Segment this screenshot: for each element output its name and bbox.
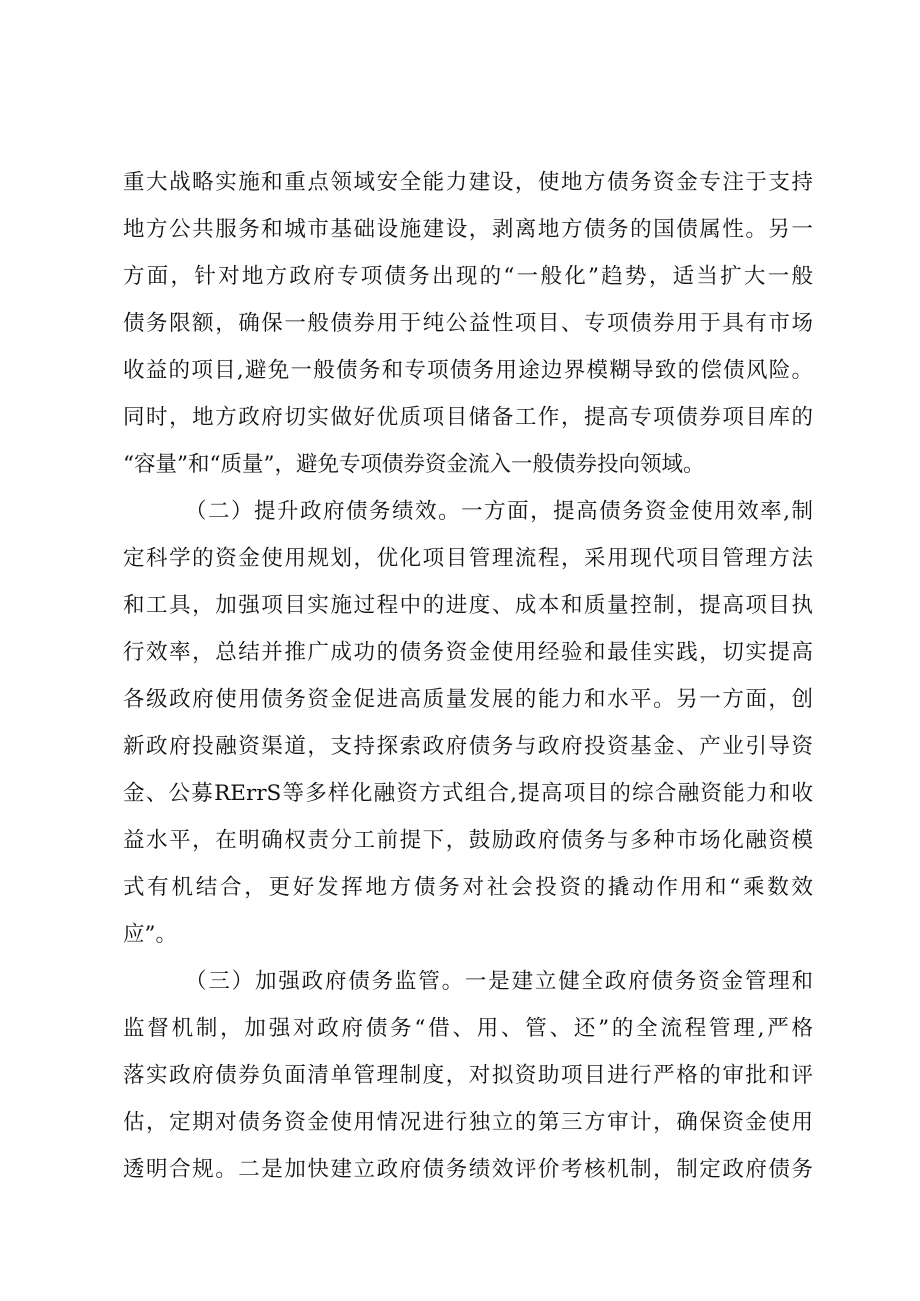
text-line: 估，定期对债务资金使用情况进行独立的第三方审计，确保资金使用 — [123, 1110, 813, 1135]
text-line: 益水平，在明确权责分工前提下，鼓励政府债务与多种市场化融资模 — [123, 828, 813, 853]
text-line: 定科学的资金使用规划，优化项目管理流程，采用现代项目管理方法 — [123, 546, 813, 571]
text-line: 收益的项目,避免一般债务和专项债务用途边界模糊导致的偿债风险。 — [123, 358, 813, 383]
section-heading-line: （二）提升政府债务绩效。一方面，提高债务资金使用效率,制 — [185, 499, 813, 524]
text-line: 式有机结合，更好发挥地方债务对社会投资的撬动作用和“乘数效 — [123, 875, 813, 900]
text-line: 方面，针对地方政府专项债务出现的“一般化”趋势，适当扩大一般 — [123, 264, 813, 289]
text-line: 重大战略实施和重点领域安全能力建设，使地方债务资金专注于支持 — [123, 170, 813, 195]
text-line: 落实政府债券负面清单管理制度，对拟资助项目进行严格的审批和评 — [123, 1063, 813, 1088]
text-line: 债务限额，确保一般债券用于纯公益性项目、专项债券用于具有市场 — [123, 311, 813, 336]
text-line: 行效率，总结并推广成功的债务资金使用经验和最佳实践，切实提高 — [123, 640, 813, 665]
text-line: 透明合规。二是加快建立政府债务绩效评价考核机制，制定政府债务 — [123, 1157, 813, 1182]
section-heading-line: （三）加强政府债务监管。一是建立健全政府债务资金管理和 — [185, 969, 813, 994]
text-line: “容量”和“质量”，避免专项债券资金流入一般债券投向领域。 — [123, 452, 705, 477]
text-line: 金、公募RErrS等多样化融资方式组合,提高项目的综合融资能力和收 — [123, 781, 813, 806]
text-line: 地方公共服务和城市基础设施建设，剥离地方债务的国债属性。另一 — [123, 217, 813, 242]
text-line: 各级政府使用债务资金促进高质量发展的能力和水平。另一方面，创 — [123, 687, 813, 712]
text-line: 新政府投融资渠道，支持探索政府债务与政府投资基金、产业引导资 — [123, 734, 813, 759]
text-line: 和工具，加强项目实施过程中的进度、成本和质量控制，提高项目执 — [123, 593, 813, 618]
text-line: 同时，地方政府切实做好优质项目储备工作，提高专项债券项目库的 — [123, 405, 813, 430]
text-line: 应”。 — [123, 922, 177, 947]
text-line: 监督机制，加强对政府债务“借、用、管、还”的全流程管理,严格 — [123, 1016, 813, 1041]
